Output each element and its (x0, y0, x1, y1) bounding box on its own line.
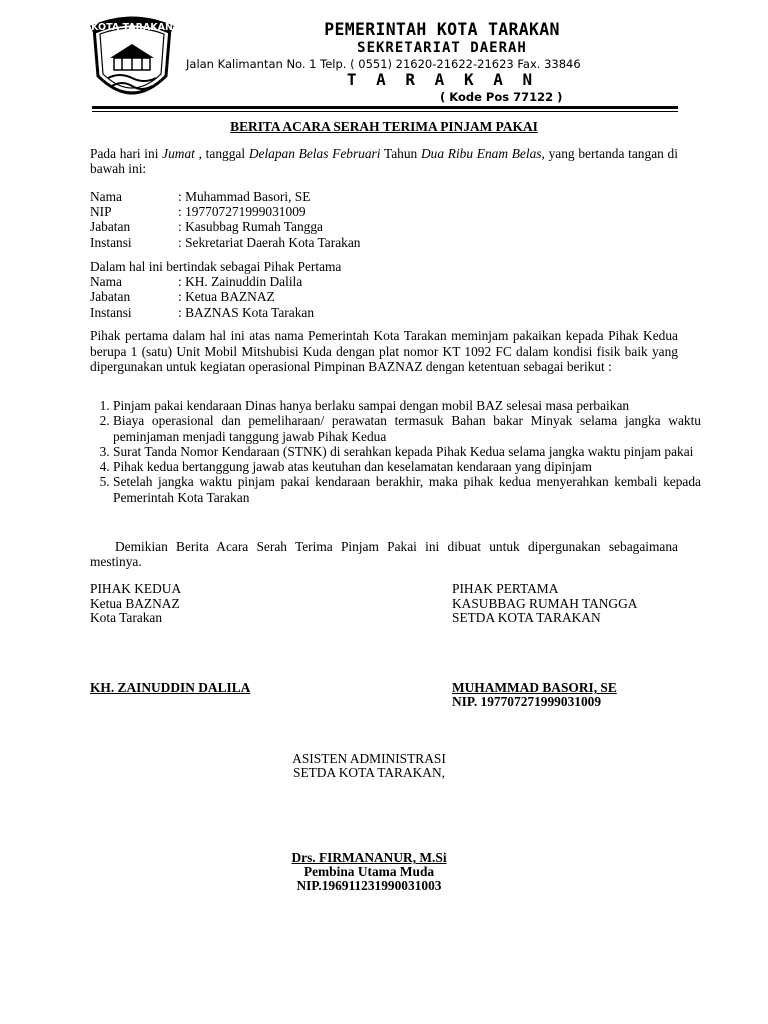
detail-key: Nama (90, 189, 122, 204)
main-paragraph: Pihak pertama dalam hal ini atas nama Pemerintah Kota Tarakan meminjam pakaikan kepada Pihak Kedua berupa 1 (satu) Unit Mobil Mitshubisi Kuda dengan plat nomor KT 1092 FC dalam kondisi fisik baik yang dipergunakan untuk kegiatan operasional Pimpinan BAZNAZ dengan ketentuan sebagai berikut : (90, 328, 678, 374)
sign-right-line1: PIHAK PERTAMA (452, 581, 559, 596)
detail-row (90, 189, 360, 204)
sign-right-name: MUHAMMAD BASORI, SE (452, 680, 617, 695)
sign-center-line1: ASISTEN ADMINISTRASI (292, 751, 446, 766)
city-emblem-logo (86, 14, 178, 110)
detail-key: NIP (90, 204, 112, 220)
letterhead-address: Jalan Kalimantan No. 1 Telp. ( 0551) 21620-21622-21623 Fax. 33846 (186, 57, 581, 71)
sign-right-line2: KASUBBAG RUMAH TANGGA (452, 596, 638, 611)
letterhead-postal-code: ( Kode Pos 77122 ) (440, 90, 563, 104)
opening-text: , tanggal (194, 146, 249, 161)
sign-center-name: Drs. FIRMANANUR, M.Si (291, 850, 447, 865)
party-two-details (90, 259, 341, 320)
detail-key: Jabatan (90, 219, 131, 235)
detail-row (90, 274, 341, 289)
svg-text:KOTA TARAKAN: KOTA TARAKAN (91, 22, 173, 33)
detail-key: Instansi (90, 304, 132, 320)
detail-row (90, 219, 360, 234)
party-one-details (90, 189, 360, 250)
detail-value: : Ketua BAZNAZ (178, 289, 275, 305)
detail-row (90, 235, 360, 250)
sign-center-rank: Pembina Utama Muda (303, 864, 435, 879)
sign-left-line3: Kota Tarakan (90, 610, 163, 625)
sign-left-line2: Ketua BAZNAZ (90, 596, 180, 611)
sign-center-nip: NIP.196911231990031003 (296, 878, 442, 893)
document-title: BERITA ACARA SERAH TERIMA PINJAM PAKAI (230, 119, 538, 134)
opening-date: Delapan Belas Februari (248, 146, 381, 161)
list-item: 4. Pihak kedua bertanggung jawab atas keutuhan dan keselamatan kendaraan yang dipinjam (113, 459, 701, 474)
sign-right-nip: NIP. 197707271999031009 (452, 694, 602, 709)
detail-value: : 197707271999031009 (178, 204, 306, 220)
sign-center-line2: SETDA KOTA TARAKAN, (293, 765, 445, 780)
opening-text: Tahun (380, 146, 421, 161)
list-item: 3. Surat Tanda Nomor Kendaraan (STNK) di serahkan kepada Pihak Kedua selama jangka waktu pinjam pakai (113, 444, 701, 459)
opening-year: Dua Ribu Enam Belas (420, 146, 542, 161)
detail-value: : Sekretariat Daerah Kota Tarakan (178, 234, 361, 250)
detail-row (90, 289, 341, 304)
list-item: 5. Setelah jangka waktu pinjam pakai kendaraan berakhir, maka pihak kedua menyerahkan kembali kepada Pemerintah Kota Tarakan (113, 474, 701, 505)
detail-key: Instansi (90, 234, 132, 250)
closing-paragraph: Demikian Berita Acara Serah Terima Pinjam Pakai ini dibuat untuk dipergunakan sebagaimana mestinya. (90, 539, 678, 569)
opening-paragraph (90, 146, 678, 176)
terms-list (90, 398, 701, 505)
letterhead-subtitle: SEKRETARIAT DAERAH (357, 40, 527, 56)
sign-right-line3: SETDA KOTA TARAKAN (452, 610, 601, 625)
detail-row (90, 305, 341, 320)
detail-key: Jabatan (90, 289, 131, 305)
opening-text: , yang bertanda tangan di bawah ini: (90, 146, 678, 176)
detail-value: : Muhammad Basori, SE (178, 189, 311, 204)
detail-value: : Kasubbag Rumah Tangga (178, 219, 323, 235)
detail-value: : BAZNAS Kota Tarakan (178, 304, 315, 320)
opening-text: Pada hari ini (90, 146, 163, 161)
list-item: 2. Biaya operasional dan pemeliharaan/ perawatan termasuk Bahan bakar Minyak selama jangka waktu peminjaman menjadi tanggung jawab Pihak Kedua (113, 413, 701, 444)
opening-day: Jumat (162, 146, 195, 161)
detail-row (90, 204, 360, 219)
sign-left-name: KH. ZAINUDDIN DALILA (90, 680, 251, 695)
letterhead-divider (92, 106, 678, 109)
letterhead-city: T A R A K A N (346, 70, 538, 89)
detail-value: : KH. Zainuddin Dalila (178, 274, 303, 290)
list-item: 1. Pinjam pakai kendaraan Dinas hanya berlaku sampai dengan mobil BAZ selesai masa perbaikan (113, 398, 701, 413)
party-two-intro: Dalam hal ini bertindak sebagai Pihak Pertama (90, 259, 342, 274)
sign-left-line1: PIHAK KEDUA (90, 581, 182, 596)
letterhead-title: PEMERINTAH KOTA TARAKAN (324, 20, 560, 39)
letterhead-divider-thin (92, 111, 678, 112)
detail-key: Nama (90, 274, 122, 290)
